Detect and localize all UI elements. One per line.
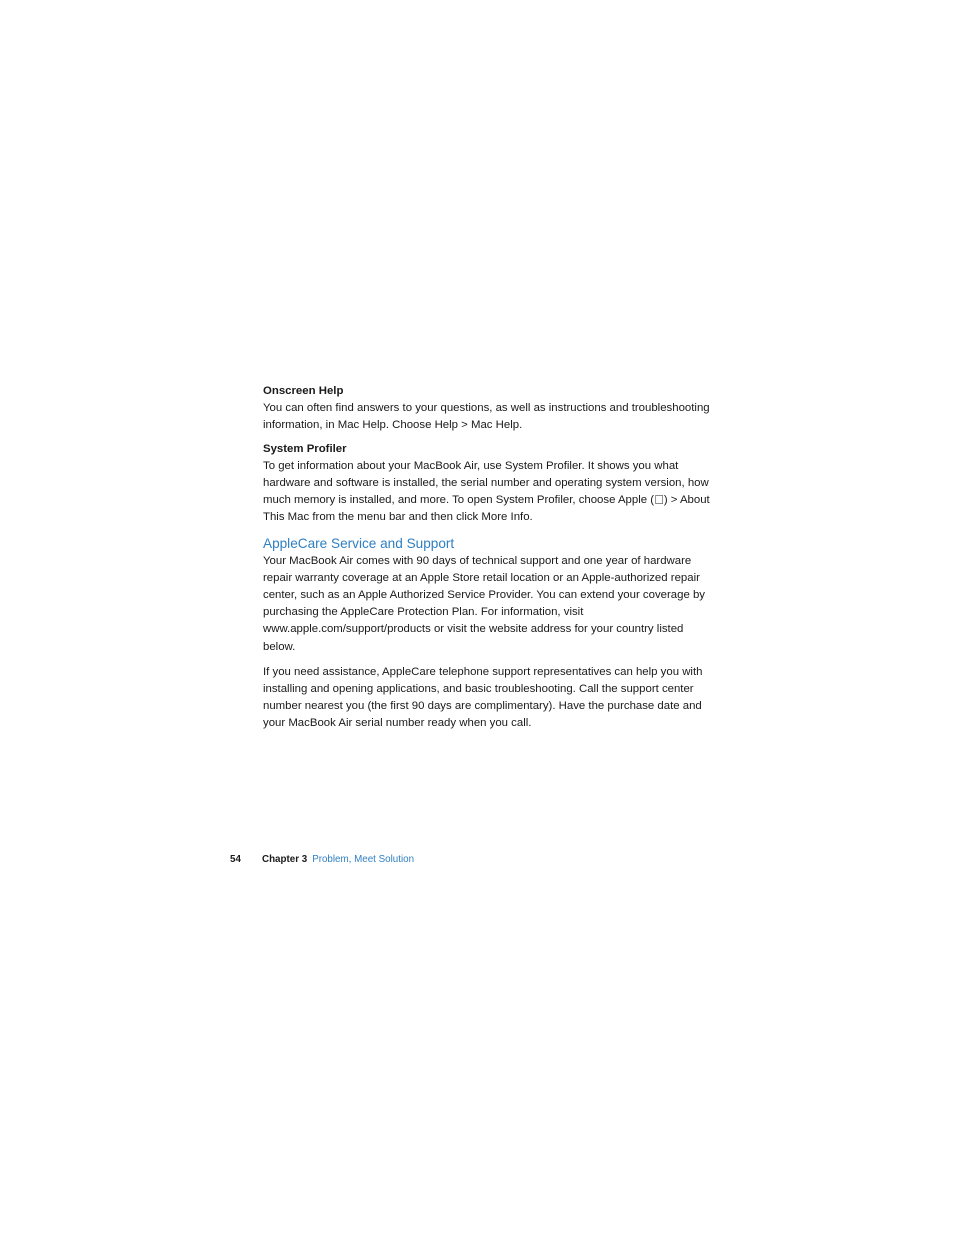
system-profiler-heading: System Profiler — [263, 442, 347, 455]
applecare-paragraph-2: If you need assistance, AppleCare telephone support representatives can help you with installing and opening applications, and basic troubleshooting. Call the support center number nearest you (the first 90 days are complimentary). Have the purchase date and your MacBook Air serial number ready when you call. — [263, 665, 703, 730]
page-footer — [230, 854, 414, 866]
onscreen-help-heading: Onscreen Help — [263, 385, 344, 397]
page-number: 54 — [230, 854, 241, 865]
main-content — [263, 383, 713, 733]
apple-logo-icon — [654, 493, 664, 506]
system-profiler-body — [263, 458, 713, 527]
onscreen-help-body: You can often find answers to your questions, as well as instructions and troubleshooting information, in Mac Help. Choose Help > Mac Help. — [263, 402, 710, 432]
chapter-title: Problem, Meet Solution — [312, 854, 415, 865]
system-profiler-text-after: ) > About This Mac from the menu bar and then click More Info. — [263, 494, 700, 524]
applecare-paragraph-1: Your MacBook Air comes with 90 days of technical support and one year of hardware repair warranty coverage at an Apple Store retail location or an Apple-authorized repair center, such as an Apple Authorized Service Provider. You can extend your coverage by purchasing the AppleCare Protection Plan. For information, visit www.apple.com/support/products or visit the website address for your country listed below. — [263, 554, 705, 653]
system-profiler-text-before: To get information about your MacBook Air, use System Profiler. It shows you what hardware and software is installed, the serial number and operating system version, how much memory is installed, and more. To open System Profiler, choose Apple ( — [263, 459, 709, 507]
applecare-section-title: AppleCare Service and Support — [263, 535, 455, 551]
chapter-label: Chapter 3 — [262, 854, 308, 865]
